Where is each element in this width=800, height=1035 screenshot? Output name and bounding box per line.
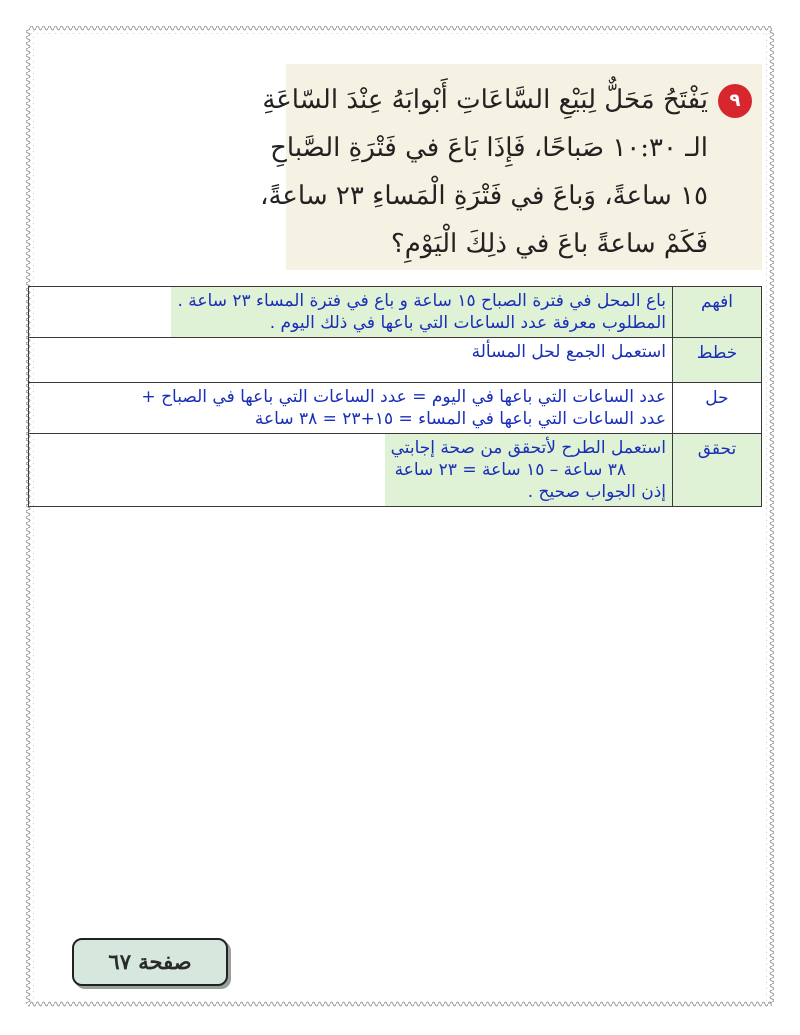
step-content-highlight (171, 287, 672, 337)
problem-line: يَفْتَحُ مَحَلٌّ لِبَيْعِ السَّاعَاتِ أَبْوابَهُ عِنْدَ السّاعَةِ (262, 85, 708, 115)
page-number-badge: صفحة ٦٧ (72, 938, 228, 986)
step-content-check (29, 434, 673, 507)
step-label-understand: افهم (673, 287, 762, 338)
step-line: استعمل الطرح لأتحقق من صحة إجابتي (390, 438, 666, 458)
problem-text (260, 76, 708, 268)
step-label-check: تحقق (673, 434, 762, 507)
step-line: المطلوب معرفة عدد الساعات التي باعها في ذلك اليوم . (269, 313, 666, 333)
step-row-check (29, 434, 762, 507)
solution-steps-table (28, 286, 762, 507)
step-line: عدد الساعات التي باعها في المساء = ١٥+٢٣ = ٣٨ ساعة (254, 409, 666, 429)
problem-line: الـ ١٠:٣٠ صَباحًا، فَإِذَا بَاعَ في فَتْرَةِ الصَّباحِ (270, 133, 708, 163)
step-row-understand (29, 287, 762, 338)
step-content-plan (29, 338, 673, 383)
step-line: باع المحل في فترة الصباح ١٥ ساعة و باع في فترة المساء ٢٣ ساعة . (177, 291, 666, 311)
step-content-solve (29, 383, 673, 434)
step-line: استعمل الجمع لحل المسألة (471, 342, 666, 362)
step-content-understand (29, 287, 673, 338)
problem-line: ١٥ ساعةً، وَباعَ في فَتْرَةِ الْمَساءِ ٢٣ ساعةً، (260, 181, 708, 211)
problem-box (260, 64, 762, 270)
step-line: عدد الساعات التي باعها في اليوم = عدد الساعات التي باعها في الصباح + (141, 387, 666, 407)
problem-line: فَكَمْ ساعةً باعَ في ذلِكَ الْيَوْمِ؟ (390, 229, 708, 259)
step-line: ٣٨ ساعة – ١٥ ساعة = ٢٣ ساعة (394, 460, 626, 480)
step-row-plan (29, 338, 762, 383)
problem-number-badge: ٩ (718, 84, 752, 118)
step-label-plan: خطط (673, 338, 762, 383)
step-content-highlight (385, 434, 672, 506)
step-row-solve (29, 383, 762, 434)
step-line: إذن الجواب صحيح . (527, 482, 666, 502)
step-label-solve: حل (673, 383, 762, 434)
